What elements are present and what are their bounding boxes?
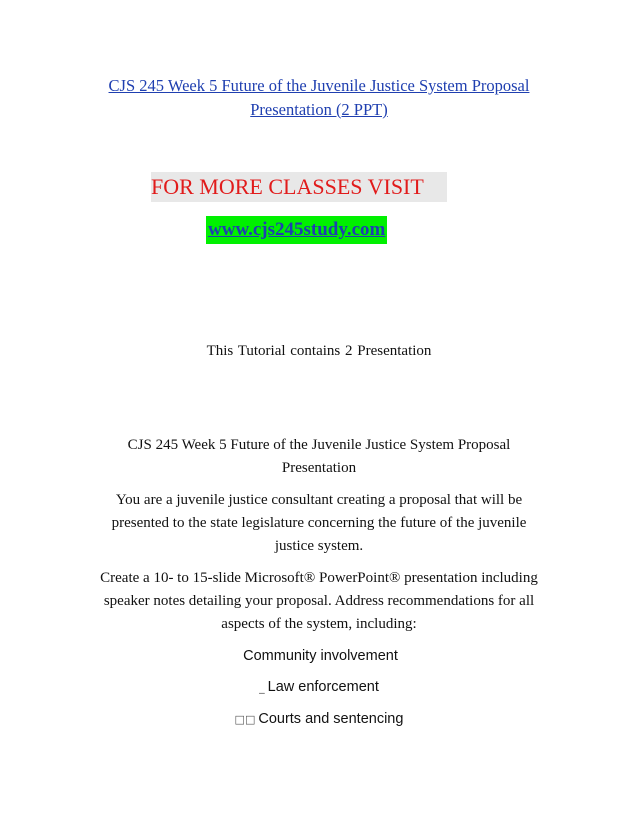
instructions-paragraph xyxy=(55,567,583,636)
list-item-label: Courts and sentencing xyxy=(258,711,404,727)
instructions-paragraph-line-2: speaker notes detailing your proposal. Address recommendations for all xyxy=(103,593,535,609)
tutorial-note: This Tutorial contains 2 Presentation xyxy=(206,343,432,359)
instructions-paragraph-line-3: aspects of the system, including: xyxy=(221,616,417,632)
document-title-line-2[interactable]: Presentation (2 PPT) xyxy=(250,100,388,119)
assignment-heading xyxy=(80,434,558,480)
promo-website-link[interactable]: www.cjs245study.com xyxy=(206,216,387,244)
list-item-courts-and-sentencing xyxy=(0,708,638,731)
list-item-law-enforcement xyxy=(0,676,638,699)
consultant-paragraph-line-2: presented to the state legislature concerning the future of the juvenile xyxy=(111,515,527,531)
instructions-paragraph-line-1: Create a 10- to 15-slide Microsoft® PowerPoint® presentation including xyxy=(100,570,538,586)
assignment-heading-line-1: CJS 245 Week 5 Future of the Juvenile Justice System Proposal xyxy=(127,437,511,453)
bullet-marker: □□ xyxy=(234,713,256,726)
document-title-link[interactable] xyxy=(60,74,578,122)
consultant-paragraph-line-1: You are a juvenile justice consultant creating a proposal that will be xyxy=(115,492,523,508)
document-title-line-1[interactable]: CJS 245 Week 5 Future of the Juvenile Justice System Proposal xyxy=(108,76,530,95)
list-item-community-involvement xyxy=(0,645,638,668)
promo-heading: FOR MORE CLASSES VISIT xyxy=(151,174,424,199)
list-item-label: Law enforcement xyxy=(267,679,379,695)
consultant-paragraph xyxy=(75,489,563,558)
bullet-marker: _ xyxy=(259,681,265,694)
assignment-heading-line-2: Presentation xyxy=(281,460,357,476)
consultant-paragraph-line-3: justice system. xyxy=(274,538,364,554)
list-item-label: Community involvement xyxy=(243,648,398,664)
